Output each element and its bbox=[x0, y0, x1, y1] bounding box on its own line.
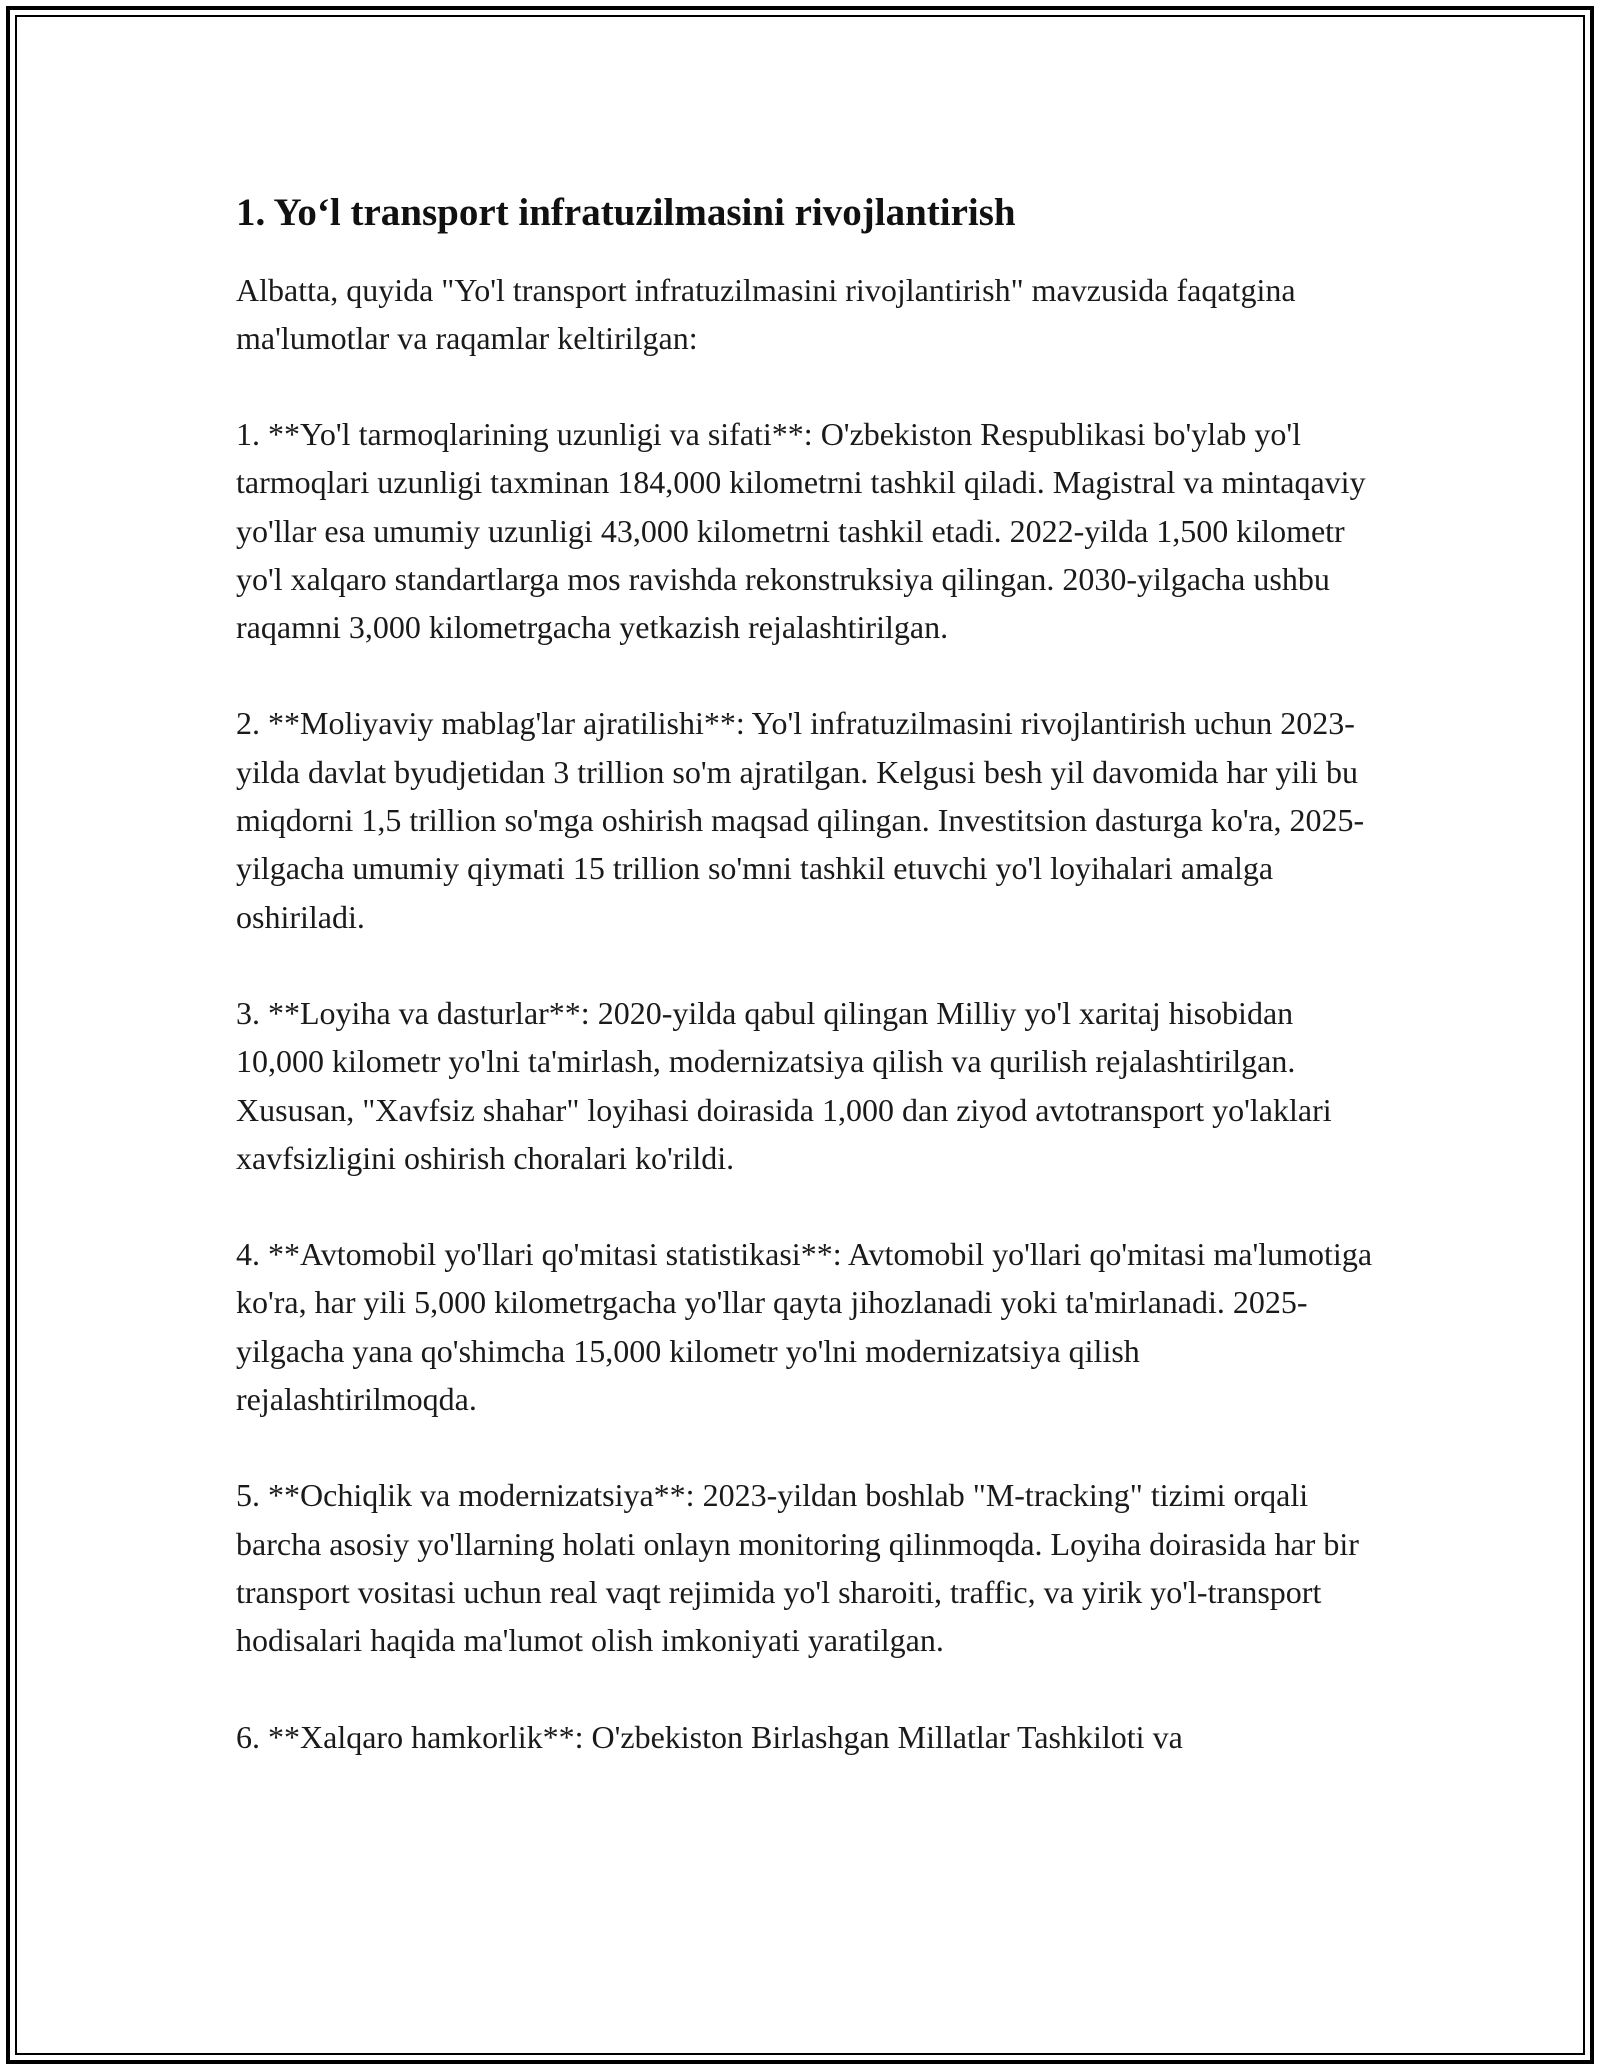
list-item-road-network: 1. **Yo'l tarmoqlarining uzunligi va sifati**: O'zbekiston Respublikasi bo'ylab yo'l tarmoqlari uzunligi taxminan 184,000 kilometrni tashkil qiladi. Magistral va mintaqaviy yo'llar esa umumiy uzunligi 43,000 kilometrni tashkil etadi. 2022-yilda 1,500 kilometr yo'l xalqaro standartlarga mos ravishda rekonstruksiya qilingan. 2030-yilgacha ushbu raqamni 3,000 kilometrgacha yetkazish rejalashtirilgan. bbox=[236, 416, 1366, 646]
list-item-openness-modernization: 5. **Ochiqlik va modernizatsiya**: 2023-yildan boshlab "M-tracking" tizimi orqali barcha asosiy yo'llarning holati onlayn monitoring qilinmoqda. Loyiha doirasida har bir transport vositasi uchun real vaqt rejimida yo'l sharoiti, traffic, va yirik yo'l-transport hodisalari haqida ma'lumot olish imkoniyati yaratilgan. bbox=[236, 1477, 1359, 1659]
intro-paragraph: Albatta, quyida "Yo'l transport infratuzilmasini rivojlantirish" mavzusida faqatgina ma'lumotlar va raqamlar keltirilgan: bbox=[236, 272, 1296, 356]
list-item-projects: 3. **Loyiha va dasturlar**: 2020-yilda qabul qilingan Milliy yo'l xaritaj hisobidan 10,000 kilometr yo'lni ta'mirlash, modernizatsiya qilish va qurilish rejalashtirilgan. Xususan, "Xavfsiz shahar" loyihasi doirasida 1,000 dan ziyod avtotransport yo'laklari xavfsizligini oshirish choralari ko'rildi. bbox=[236, 994, 1332, 1176]
list-item-financing: 2. **Moliyaviy mablag'lar ajratilishi**: Yo'l infratuzilmasini rivojlantirish uchun 2023-yilda davlat byudjetidan 3 trillion so'm ajratilgan. Kelgusi besh yil davomida har yili bu miqdorni 1,5 trillion so'mga oshirish maqsad qilingan. Investitsion dasturga ko'ra, 2025-yilgacha umumiy qiymati 15 trillion so'mni tashkil etuvchi yo'l loyihalari amalga oshiriladi. bbox=[236, 705, 1365, 935]
document-body bbox=[236, 186, 1386, 1761]
page-title: 1. Yo‘l transport infratuzilmasini rivojlantirish bbox=[236, 191, 1016, 234]
list-item-committee-statistics: 4. **Avtomobil yo'llari qo'mitasi statistikasi**: Avtomobil yo'llari qo'mitasi ma'lumotiga ko'ra, har yili 5,000 kilometrgacha yo'llar qayta jihozlanadi yoki ta'mirlanadi. 2025-yilgacha yana qo'shimcha 15,000 kilometr yo'lni modernizatsiya qilish rejalashtirilmoqda. bbox=[236, 1236, 1373, 1418]
list-item-international-cooperation: 6. **Xalqaro hamkorlik**: O'zbekiston Birlashgan Millatlar Tashkiloti va bbox=[236, 1718, 1183, 1755]
